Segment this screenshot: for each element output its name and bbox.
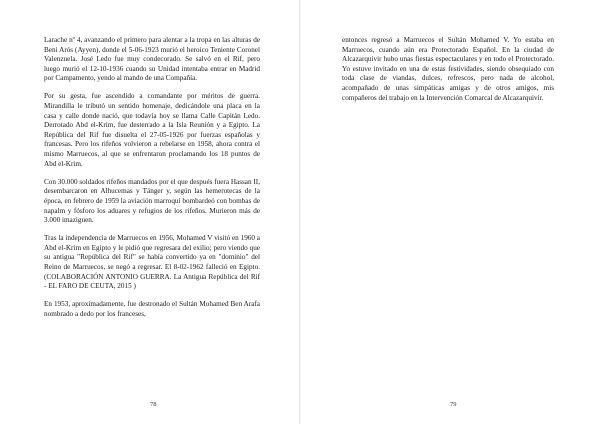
right-page xyxy=(300,0,600,424)
left-paragraph-4: Tras la independencia de Marruecos en 1956, Mohamed V visitó en 1960 a Abd el-Krim en Egipto y le pidió que regresara del exilio; pero viendo que su antigua "República del Rif" se había convertido ya en "dominio" del Reino de Marruecos, se negó a regresar. El 8-02-1962 falleció en Egipto. (COLABORACIÓN ANTONIO GUERRA. La Antigua República del Rif - EL FARO DE CEUTA, 2015 ) xyxy=(44,234,260,291)
right-paragraph-1: entonces regresó a Marruecos el Sultán Mohamed V. Yo estaba en Marruecos, cuando aún era Protectorado Español. En la ciudad de Alcazarquivir hubo unas fiestas espectaculares y en todo el Protectorado. Yo estuve invitado en una de estas festividades, siendo obsequiado con toda clase de viandas, dulces, refrescos, pero nada de alcohol, acompañado de unas simpáticas amigas y de otros amigos, mis compañeros del trabajo en la Intervención Comarcal de Alcazarquivir. xyxy=(342,36,554,102)
left-paragraph-1: Larache nº 4, avanzando el primero para alentar a la tropa en las alturas de Beni Arós (Ayyen), donde el 5-06-1923 murió el heroico Teniente Coronel Valenzuela. José Ledo fue muy condecorado. Se salvó en el Rif, pero luego murió el 12-10-1936 cuando su Unidad intentaba entrar en Madrid por Campamento, yendo al mando de una Compañía. xyxy=(44,36,260,83)
left-paragraph-3: Con 30.000 soldados rifeños mandados por el que después fuera Hassan II, desembarcaron en Alhucemas y Tánger y, según las hemerotecas de la época, en febrero de 1959 la aviación marroquí bombardeó con bombas de napalm y fósforo los aduares y refugios de los rifeños. Murieron más de 3.000 imaziguen. xyxy=(44,177,260,225)
left-paragraph-5: En 1953, aproximadamente, fue destronado el Sultán Mohamed Ben Arafa nombrado a dedo por los franceses, xyxy=(44,300,260,318)
right-page-number: 79 xyxy=(450,401,457,408)
left-paragraph-2: Por su gesta, fue ascendido a comandante por méritos de guerra. Mirandilla le tributó un sentido homenaje, dedicándole una placa en la casa y calle donde nació, que todavía hoy se llama Calle Capitán Ledo. Derrotado Abd el-Krim, fue desterrado a la Isla Reunión y a Egipto. La República del Rif fue disuelta el 27-05-1926 por fuerzas españolas y francesas. Pero los rifeños volvieron a rebelarse en 1958, ahora contra el mismo Marruecos, al que se enfrentaron proclamando los 18 puntos de Abd el-Krim. xyxy=(44,92,260,168)
page-gutter xyxy=(299,0,301,424)
left-page-number: 78 xyxy=(150,401,157,408)
